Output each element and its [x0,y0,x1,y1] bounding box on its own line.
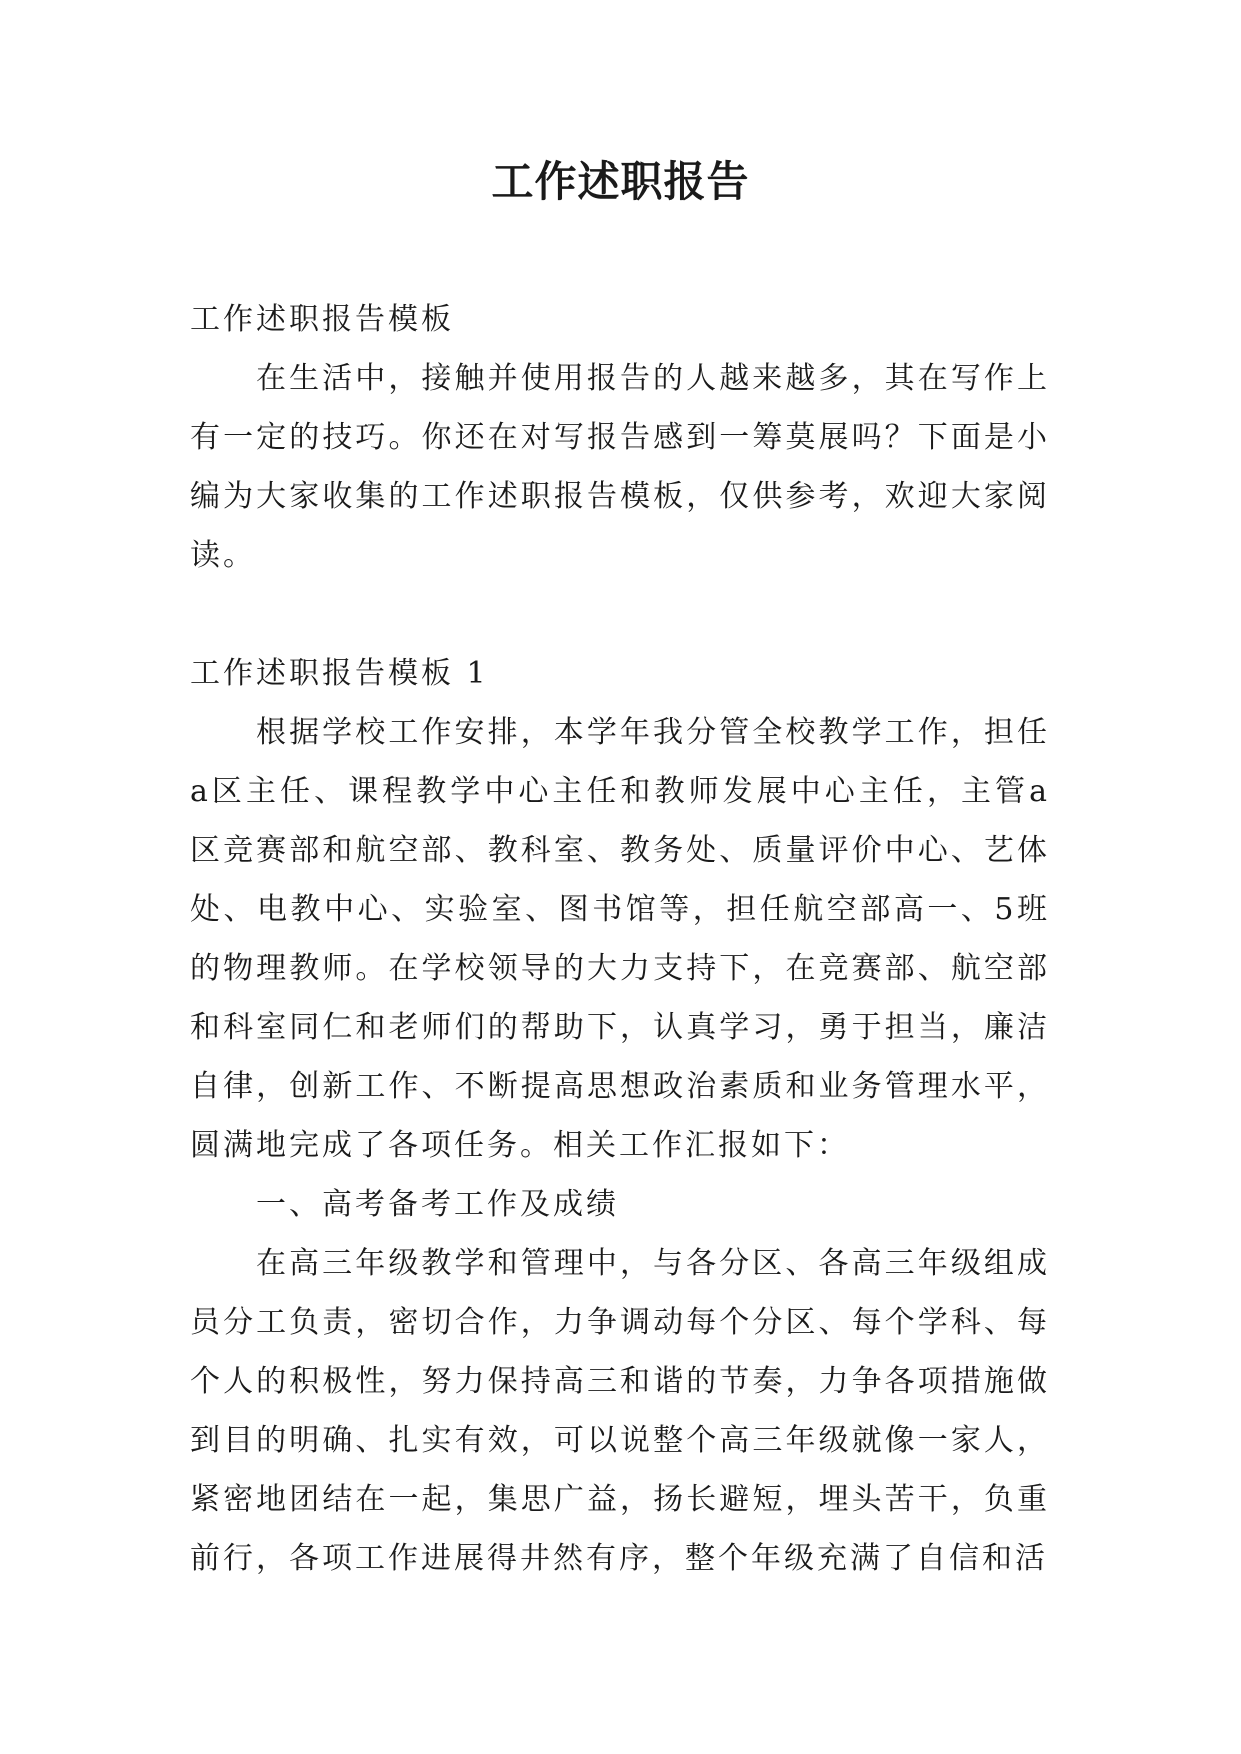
section-heading: 一、高考备考工作及成绩 [256,1187,619,1222]
document-title: 工作述职报告 [491,157,750,206]
body-paragraph: 在高三年级教学和管理中，与各分区、各高三年级组成员分工负责，密切合作，力争调动每个分区、每个学科、每个人的积极性，努力保持高三和谐的节奏，力争各项措施做到目的明确、扎实有效，可以说整个高三年级就像一家人，紧密地团结在一起，集思广益，扬长避短，埋头苦干，负重前行，各项工作进展得井然有序，整个年级充满了自信和活 [190,1246,1050,1576]
intro-paragraph: 在生活中，接触并使用报告的人越来越多，其在写作上有一定的技巧。你还在对写报告感到一筹莫展吗？下面是小编为大家收集的工作述职报告模板，仅供参考，欢迎大家阅读。 [190,361,1050,573]
document-body [190,290,1050,1588]
template-subtitle: 工作述职报告模板 [190,302,454,337]
body-paragraph: 根据学校工作安排，本学年我分管全校教学工作，担任a区主任、课程教学中心主任和教师发展中心主任，主管a区竞赛部和航空部、教科室、教务处、质量评价中心、艺体处、电教中心、实验室、图书馆等，担任航空部高一、5班的物理教师。在学校领导的大力支持下，在竞赛部、航空部和科室同仁和老师们的帮助下，认真学习，勇于担当，廉洁自律，创新工作、不断提高思想政治素质和业务管理水平，圆满地完成了各项任务。相关工作汇报如下： [190,715,1050,1163]
section-title: 工作述职报告模板 1 [190,656,489,691]
spacer [190,585,1050,644]
